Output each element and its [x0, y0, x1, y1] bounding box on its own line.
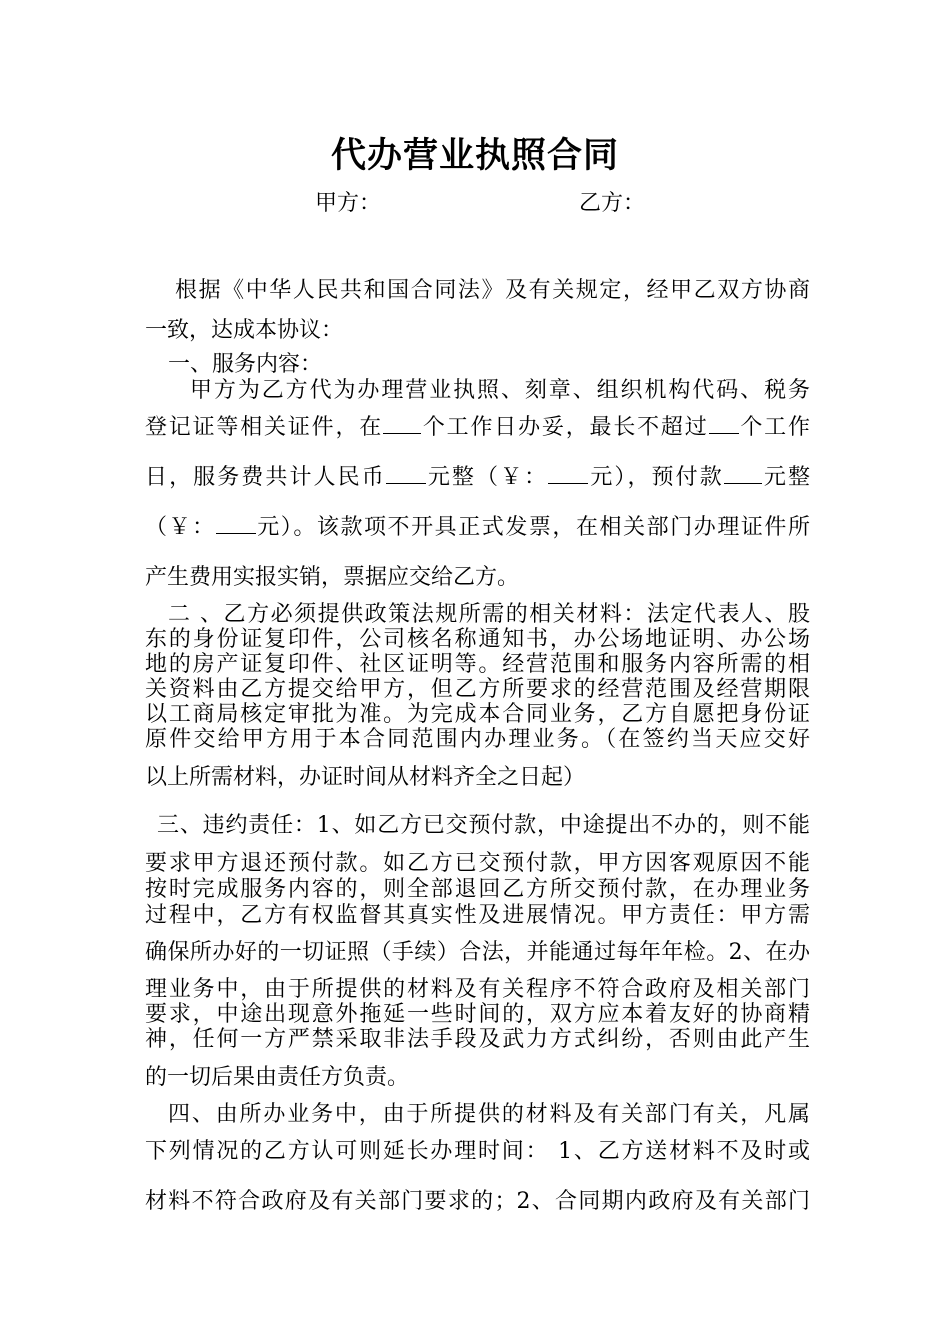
- section1-line-5: 产生费用实报实销，票据应交给乙方。: [145, 565, 520, 590]
- section2-line-5: 以工商局核定审批为准。为完成本合同业务，乙方自愿把身份证: [145, 702, 810, 727]
- section3-line-2: 要求甲方退还预付款。如乙方已交预付款，甲方因客观原因不能: [145, 851, 810, 876]
- section2-line-6: 原件交给甲方用于本合同范围内办理业务。（在签约当天应交好: [145, 727, 810, 752]
- prepayment-blank[interactable]: [724, 463, 762, 484]
- intro-line-1: 根据《中华人民共和国合同法》及有关规定，经甲乙双方协商: [175, 278, 810, 303]
- section1-line-2-a: 登记证等相关证件，在: [145, 415, 384, 440]
- service-fee-blank[interactable]: [386, 463, 426, 484]
- section1-line-4-b: 元）。该款项不开具正式发票，在相关部门办理证件所: [255, 515, 810, 540]
- section2-line-3: 地的房产证复印件、社区证明等。经营范围和服务内容所需的相: [145, 652, 810, 677]
- section1-line-4: [145, 510, 810, 541]
- section2-line-1: 二 、乙方必须提供政策法规所需的相关材料：法定代表人、股: [168, 602, 810, 627]
- section3-line-6: 理业务中，由于所提供的材料及有关程序不符合政府及相关部门: [145, 977, 810, 1002]
- section4-line-1: 四、由所办业务中，由于所提供的材料及有关部门有关，凡属: [168, 1102, 810, 1127]
- section1-line-2: [145, 410, 810, 441]
- workdays-blank[interactable]: [383, 413, 421, 434]
- section3-line-5: 确保所办好的一切证照（手续）合法，并能通过每年年检。2、在办: [145, 940, 810, 965]
- section3-line-4: 过程中，乙方有权监督其真实性及进展情况。甲方责任：甲方需: [145, 903, 810, 928]
- section3-line-7: 要求，中途出现意外拖延一些时间的，双方应本着友好的协商精: [145, 1002, 810, 1027]
- max-workdays-blank[interactable]: [709, 413, 739, 434]
- intro-line-2: 一致，达成本协议：: [145, 318, 344, 343]
- party-b-label: 乙方：: [579, 191, 646, 216]
- section1-line-3-b: 元整（￥：: [425, 465, 549, 490]
- section3-line-1: 三、违约责任：1、如乙方已交预付款，中途提出不办的，则不能: [157, 813, 810, 838]
- section4-line-3: 材料不符合政府及有关部门要求的；2、合同期内政府及有关部门: [145, 1189, 810, 1214]
- section3-line-3: 按时完成服务内容的，则全部退回乙方所交预付款，在办理业务: [145, 877, 810, 902]
- section1-line-2-c: 个工作: [738, 415, 810, 440]
- prepayment-number-blank[interactable]: [216, 513, 256, 534]
- section4-line-2: 下列情况的乙方认可则延长办理时间： 1、乙方送材料不及时或: [145, 1139, 810, 1164]
- section1-line-1: 甲方为乙方代为办理营业执照、刻章、组织机构代码、税务: [190, 378, 810, 403]
- section1-heading: 一、服务内容：: [168, 352, 323, 377]
- section1-line-3-a: 日，服务费共计人民币: [145, 465, 386, 490]
- section2-line-7: 以上所需材料，办证时间从材料齐全之日起）: [145, 765, 586, 790]
- section3-line-8: 神，任何一方严禁采取非法手段及武力方式纠纷，否则由此产生: [145, 1027, 810, 1052]
- section2-line-2: 东的身份证复印件，公司核名称通知书，办公场地证明、办公场: [145, 627, 810, 652]
- service-fee-number-blank[interactable]: [548, 463, 588, 484]
- section2-line-4: 关资料由乙方提交给甲方，但乙方所要求的经营范围及经营期限: [145, 677, 810, 702]
- section1-line-4-a: （￥：: [145, 515, 216, 540]
- party-a-label: 甲方：: [315, 191, 382, 216]
- document-title: 代办营业执照合同: [330, 135, 619, 176]
- section1-line-3-d: 元整: [761, 465, 810, 490]
- section1-line-2-b: 个工作日办妥，最长不超过: [421, 415, 709, 440]
- section3-line-9: 的一切后果由责任方负责。: [145, 1065, 410, 1090]
- section1-line-3-c: 元），预付款: [588, 465, 724, 490]
- section1-line-3: [145, 460, 810, 491]
